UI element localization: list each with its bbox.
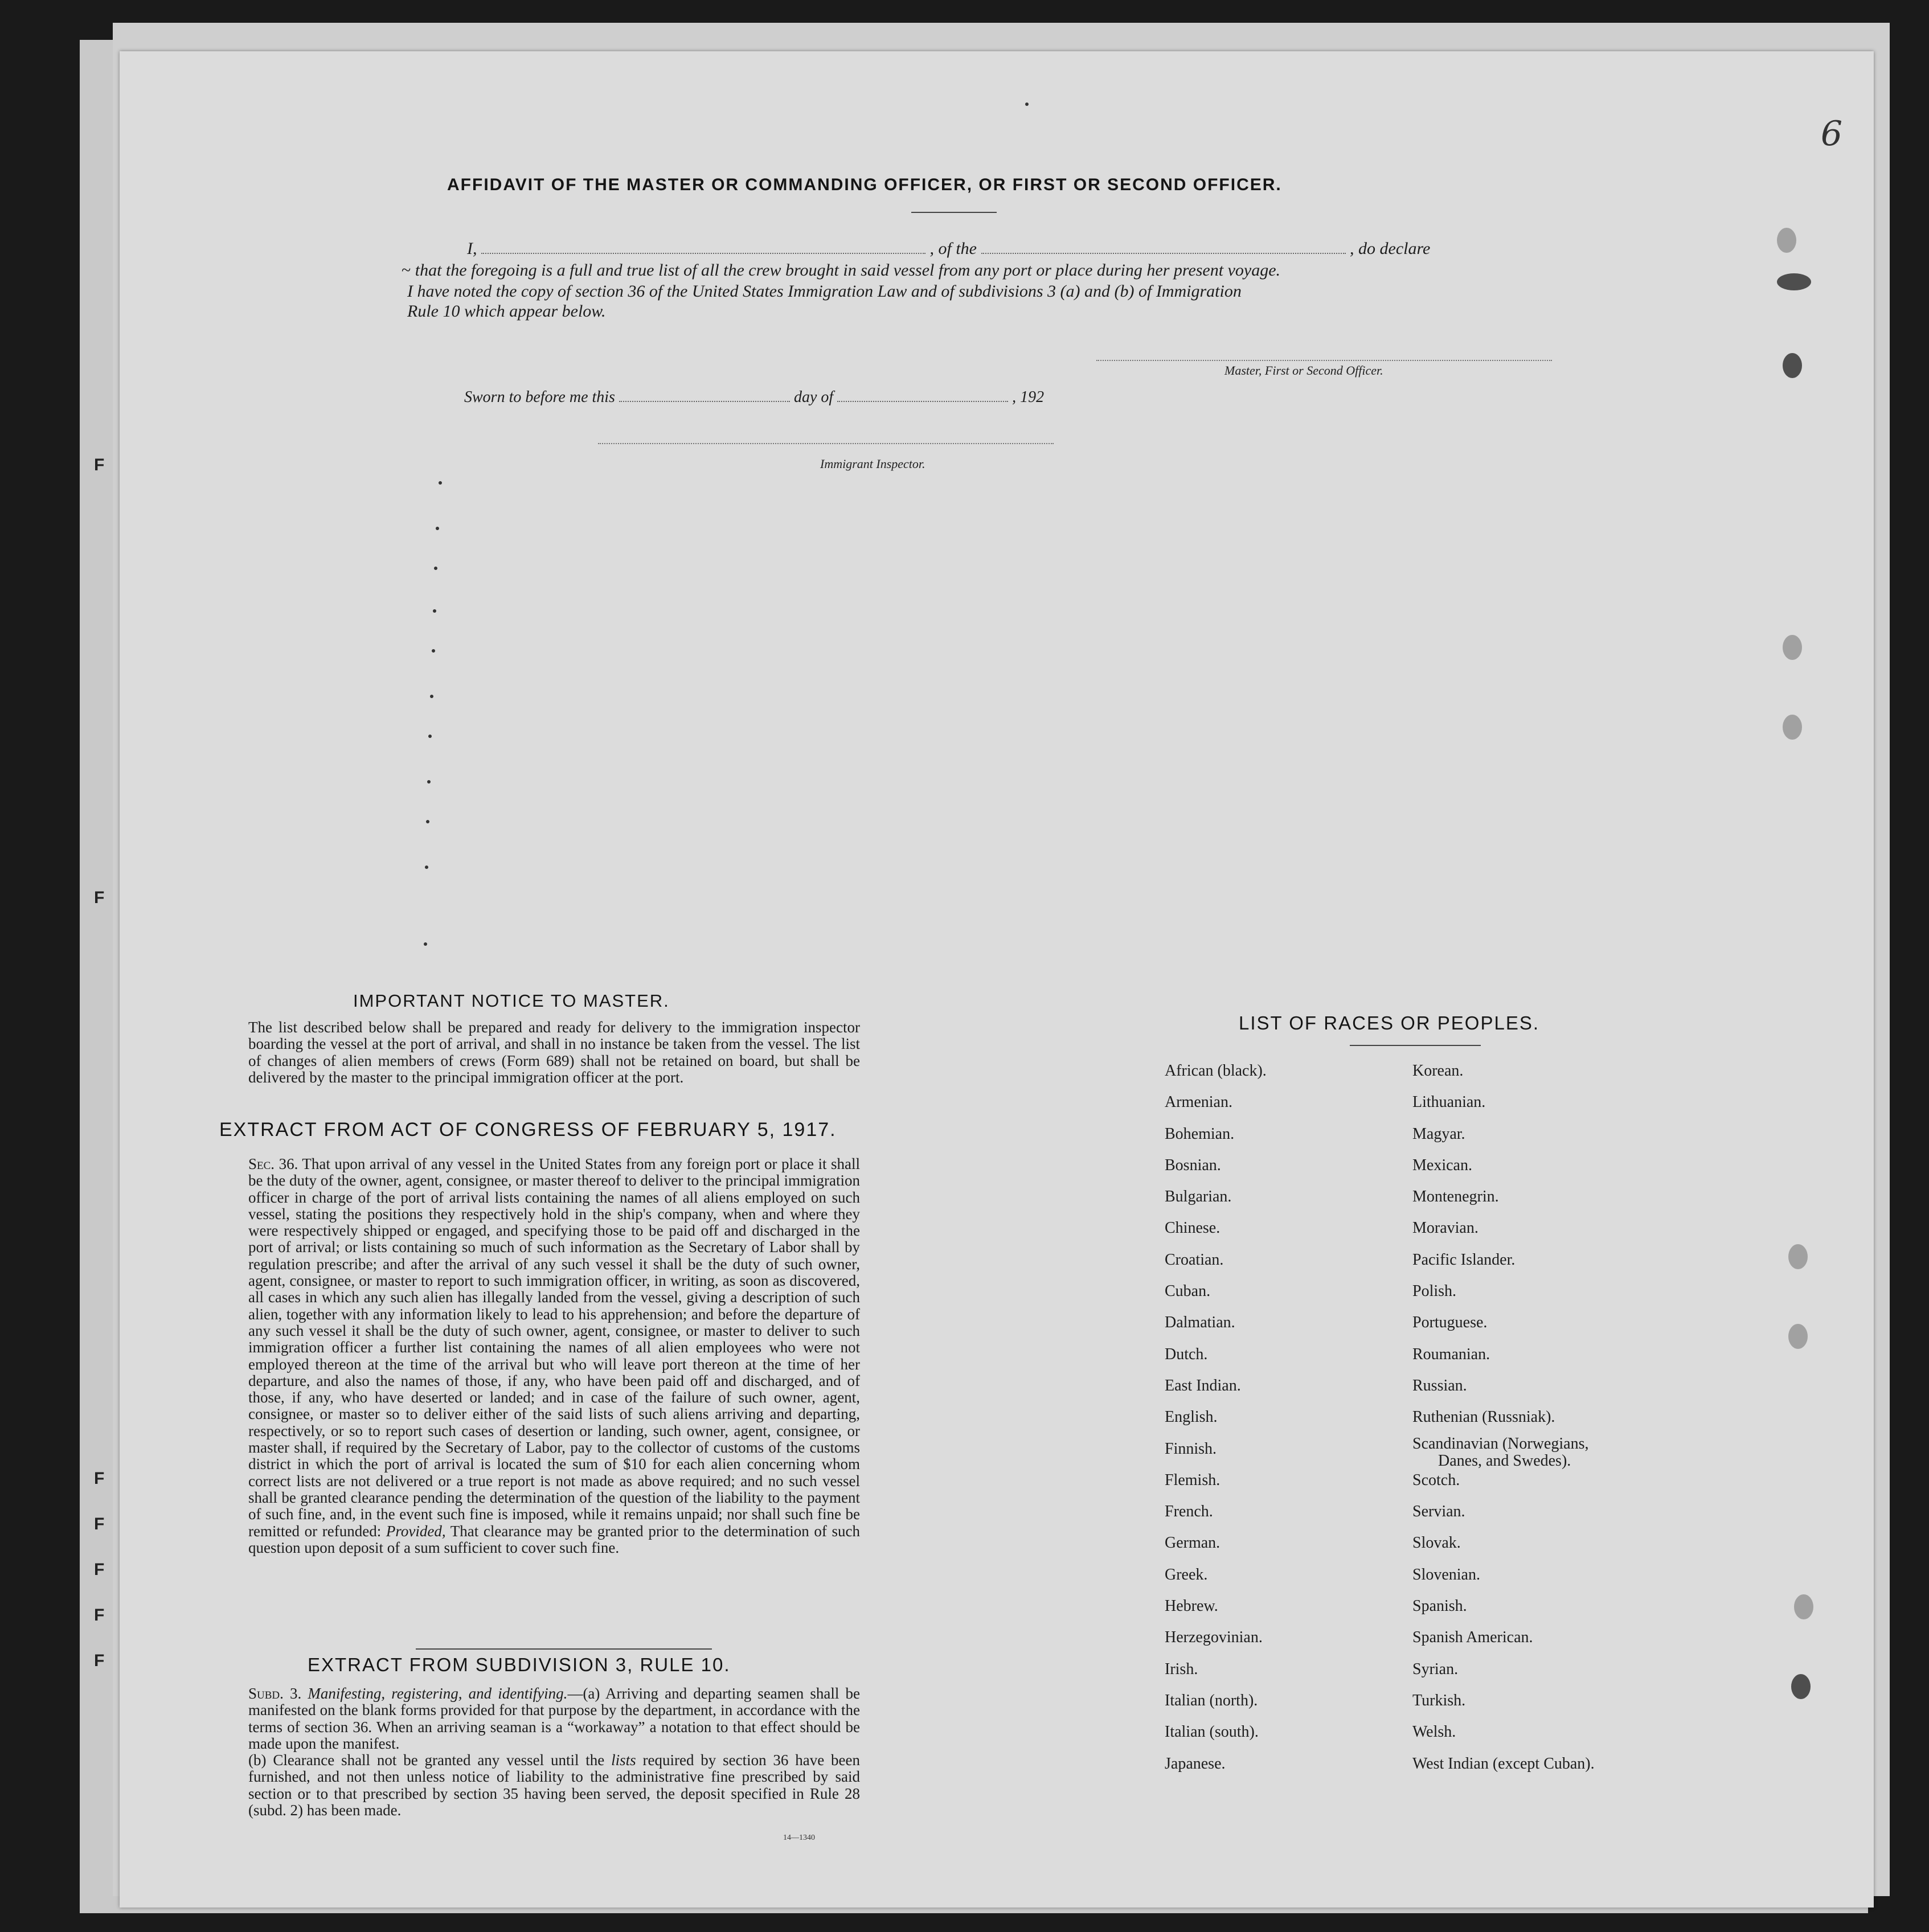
sec-label: Sec. 36. [248,1155,298,1172]
race-item: Irish. [1165,1660,1198,1678]
provided-word: Provided, [386,1522,446,1540]
race-item: East Indian. [1165,1376,1241,1394]
races-rule [1350,1045,1481,1046]
race-item: Bosnian. [1165,1156,1221,1174]
race-item: Mexican. [1412,1156,1472,1174]
sworn-text: Sworn to before me this [464,388,615,406]
race-item: English. [1165,1408,1218,1426]
affidavit-line-1 [467,239,1430,259]
race-item: Dalmatian. [1165,1314,1235,1332]
rule-text [216,1685,860,1819]
affidavit-line-3: I have noted the copy of section 36 of the United States Immigration Law and of subdivisions 3 (a) and (b) of Immigration [407,282,1242,301]
affidavit-line-2: ~ that the foregoing is a full and true list of all the crew brought in said vessel from any port or place during her present voyage. [402,261,1281,280]
bleed-mark [428,735,432,738]
bleed-mark [427,780,431,784]
races-title: LIST OF RACES OR PEOPLES. [1239,1012,1540,1033]
race-item: Montenegrin. [1412,1188,1499,1206]
affidavit-title: AFFIDAVIT OF THE MASTER OR COMMANDING OFFICER, OR FIRST OR SECOND OFFICER. [447,175,1282,194]
race-item: Servian. [1412,1503,1465,1521]
affidavit-i: I, [467,239,477,258]
race-item: Japanese. [1165,1754,1226,1773]
race-item: Syrian. [1412,1660,1459,1678]
punch-hole [1783,715,1802,740]
race-item: Spanish American. [1412,1629,1533,1647]
notice-title: IMPORTANT NOTICE TO MASTER. [353,991,670,1011]
edge-mark: F [94,1651,105,1670]
subd-heading: Manifesting, registering, and identifying. [308,1685,568,1702]
act-title: EXTRACT FROM ACT OF CONGRESS OF FEBRUARY 5, 1917. [219,1119,837,1141]
notice-text [216,1019,860,1086]
race-item: Armenian. [1165,1093,1232,1111]
bleed-mark [433,609,436,613]
rule-separator [416,1648,712,1650]
race-item: Roumanian. [1412,1345,1490,1363]
race-item-line-1: Scandinavian (Norwegians, [1412,1434,1589,1453]
race-item: Herzegovinian. [1165,1629,1263,1647]
race-item: German. [1165,1534,1221,1552]
sworn-day-blank[interactable] [619,401,790,402]
act-paragraph-end: That clearance may be granted prior to the determination of such question upon deposit of a sum sufficient to cover such fine. [248,1522,860,1556]
day-of-text: day of [793,388,834,406]
race-item: French. [1165,1503,1213,1521]
bleed-mark [439,481,442,485]
race-item: Korean. [1412,1062,1464,1080]
race-item: Italian (north). [1165,1691,1258,1709]
bleed-mark [436,527,439,530]
vessel-blank[interactable] [981,253,1346,254]
race-item: Polish. [1412,1282,1457,1301]
punch-hole [1794,1594,1813,1619]
race-item: Pacific Islander. [1412,1250,1516,1269]
inspector-caption: Immigrant Inspector. [820,457,925,471]
punch-hole [1777,273,1811,290]
subd-label: Subd. 3. [248,1685,302,1702]
race-item: Moravian. [1412,1219,1479,1237]
race-item: Croatian. [1165,1250,1224,1269]
para-b-lists: lists [611,1751,636,1769]
race-item-line-2: Danes, and Swedes). [1438,1451,1571,1470]
race-item: Chinese. [1165,1219,1221,1237]
race-item: Ruthenian (Russniak). [1412,1408,1555,1426]
inspector-signature-line[interactable] [598,443,1054,444]
race-item: Bohemian. [1165,1125,1235,1143]
master-caption: Master, First or Second Officer. [1224,363,1383,378]
affidavit-declare: , do declare [1350,239,1431,258]
sworn-line [464,388,1044,407]
act-text [216,1156,860,1556]
race-item: Bulgarian. [1165,1188,1232,1206]
title-rule [911,212,997,213]
race-item: Flemish. [1165,1471,1221,1489]
race-item: Portuguese. [1412,1314,1488,1332]
race-item: Russian. [1412,1376,1467,1394]
bleed-mark [425,865,428,869]
race-item: Lithuanian. [1412,1093,1486,1111]
race-item [1412,1433,1595,1470]
races-column-2 [1412,1055,1595,1779]
bleed-mark [424,942,427,946]
punch-hole [1791,1674,1811,1699]
punch-hole [1783,353,1802,378]
race-item: Slovak. [1412,1534,1461,1552]
edge-mark: F [94,1606,105,1625]
race-item: Turkish. [1412,1691,1466,1709]
page-number: 6 [1820,114,1842,154]
sworn-month-blank[interactable] [837,401,1008,402]
master-signature-line[interactable] [1096,360,1552,361]
bleed-mark [434,567,437,570]
edge-mark: F [94,1515,105,1533]
race-item: African (black). [1165,1062,1267,1080]
race-item: Spanish. [1412,1597,1467,1615]
races-column-1 [1165,1055,1267,1779]
bleed-mark [1025,102,1029,106]
act-paragraph: That upon arrival of any vessel in the United States from any foreign port or place it shall be the duty of the owner, agent, consignee, or master thereof to deliver to the principal immigration officer in charge of the port of arrival lists containing the names of all aliens employed on such vessel, stating the positions they respectively hold in the ship's company, when and where they were respectively shipped or engaged, and specifying those to be paid off and discharged in the port of arrival; or lists containing so much of such information as the Secretary of Labor shall by regulation prescribe; and after the arrival of any such vessel it shall be the duty of such owner, agent, consignee, or master to report to such immigration officer, in writing, as soon as discovered, all cases in which any such alien has illegally landed from the vessel, giving a description of such alien, together with any information likely to lead to his apprehension; and before the departure of any such vessel it shall be the duty of such owner, agent, consignee, or master to deliver to such immigration officer a further list containing the names of all alien employees who were not employed thereon at the time of the arrival but who will leave port thereon at the time of her departure, and also the names of those, if any, who have been paid off and discharged, and of those, if any, who have deserted or landed; and in case of the failure of such owner, agent, consignee, or master so to deliver either of the said lists of such aliens arriving and departing, respectively, or so to report such cases of desertion or landing, such owner, agent, consignee, or master shall, if required by the Secretary of Labor, pay to the collector of customs of the customs district in which the port of arrival is located the sum of $10 for each alien concerning whom correct lists are not delivered or a true report is not made as above required; and no such vessel shall be granted clearance pending the determination of the question of the liability to the payment of such fine, and, in the event such fine is imposed, while it remains unpaid; nor shall such fine be remitted or refunded: [248,1155,861,1540]
edge-mark: F [94,1469,105,1488]
edge-mark: F [94,888,105,907]
race-item: Finnish. [1165,1439,1217,1458]
affidavit-line-4: Rule 10 which appear below. [407,302,606,321]
affidavit-of-the: , of the [929,239,977,258]
race-item: Italian (south). [1165,1723,1259,1741]
punch-hole [1783,635,1802,660]
form-number: 14—1340 [783,1833,815,1842]
edge-mark: F [94,456,105,474]
para-a: —(a) Arriving and departing seamen shall be manifested on the blank forms provided for that purpose by the department, in accordance with the terms of section 36. When an arriving seaman is a “workaway” a notation to that effect should be made upon the manifest. [248,1685,860,1752]
race-item: Welsh. [1412,1723,1456,1741]
punch-hole [1788,1324,1808,1349]
year-text: , 192 [1012,388,1045,406]
race-item: Scotch. [1412,1471,1460,1489]
race-item: Slovenian. [1412,1565,1480,1584]
notice-paragraph: The list described below shall be prepared and ready for delivery to the immigration inspector boarding the vessel at the port of arrival, and shall in no instance be taken from the vessel. The list of changes of alien members of crews (Form 689) shall not be retained on board, but shall be delivered by the master to the principal immigration officer at the port. [248,1019,860,1086]
document-page [120,51,1874,1908]
race-item: Cuban. [1165,1282,1211,1301]
name-blank[interactable] [481,253,925,254]
rule-title: EXTRACT FROM SUBDIVISION 3, RULE 10. [308,1654,731,1675]
edge-mark: F [94,1560,105,1579]
bleed-mark [432,649,435,653]
bleed-mark [430,695,433,698]
bleed-mark [426,820,429,823]
race-item: West Indian (except Cuban). [1412,1754,1595,1773]
race-item: Greek. [1165,1565,1208,1584]
race-item: Dutch. [1165,1345,1208,1363]
para-b-start: (b) Clearance shall not be granted any vessel until the [248,1751,605,1769]
punch-hole [1788,1244,1808,1269]
punch-hole [1777,228,1796,253]
para-b-end: required by section 36 have been furnished, and not then unless notice of liability to the administrative fine prescribed by said section or to that prescribed by section 35 having been served, the deposit specified in Rule 28 (subd. 2) has been made. [248,1751,861,1819]
race-item: Hebrew. [1165,1597,1218,1615]
affidavit-text-2: that the foregoing is a full and true list of all the crew brought in said vessel from any port or place during her present voyage. [415,261,1281,280]
race-item: Magyar. [1412,1125,1465,1143]
